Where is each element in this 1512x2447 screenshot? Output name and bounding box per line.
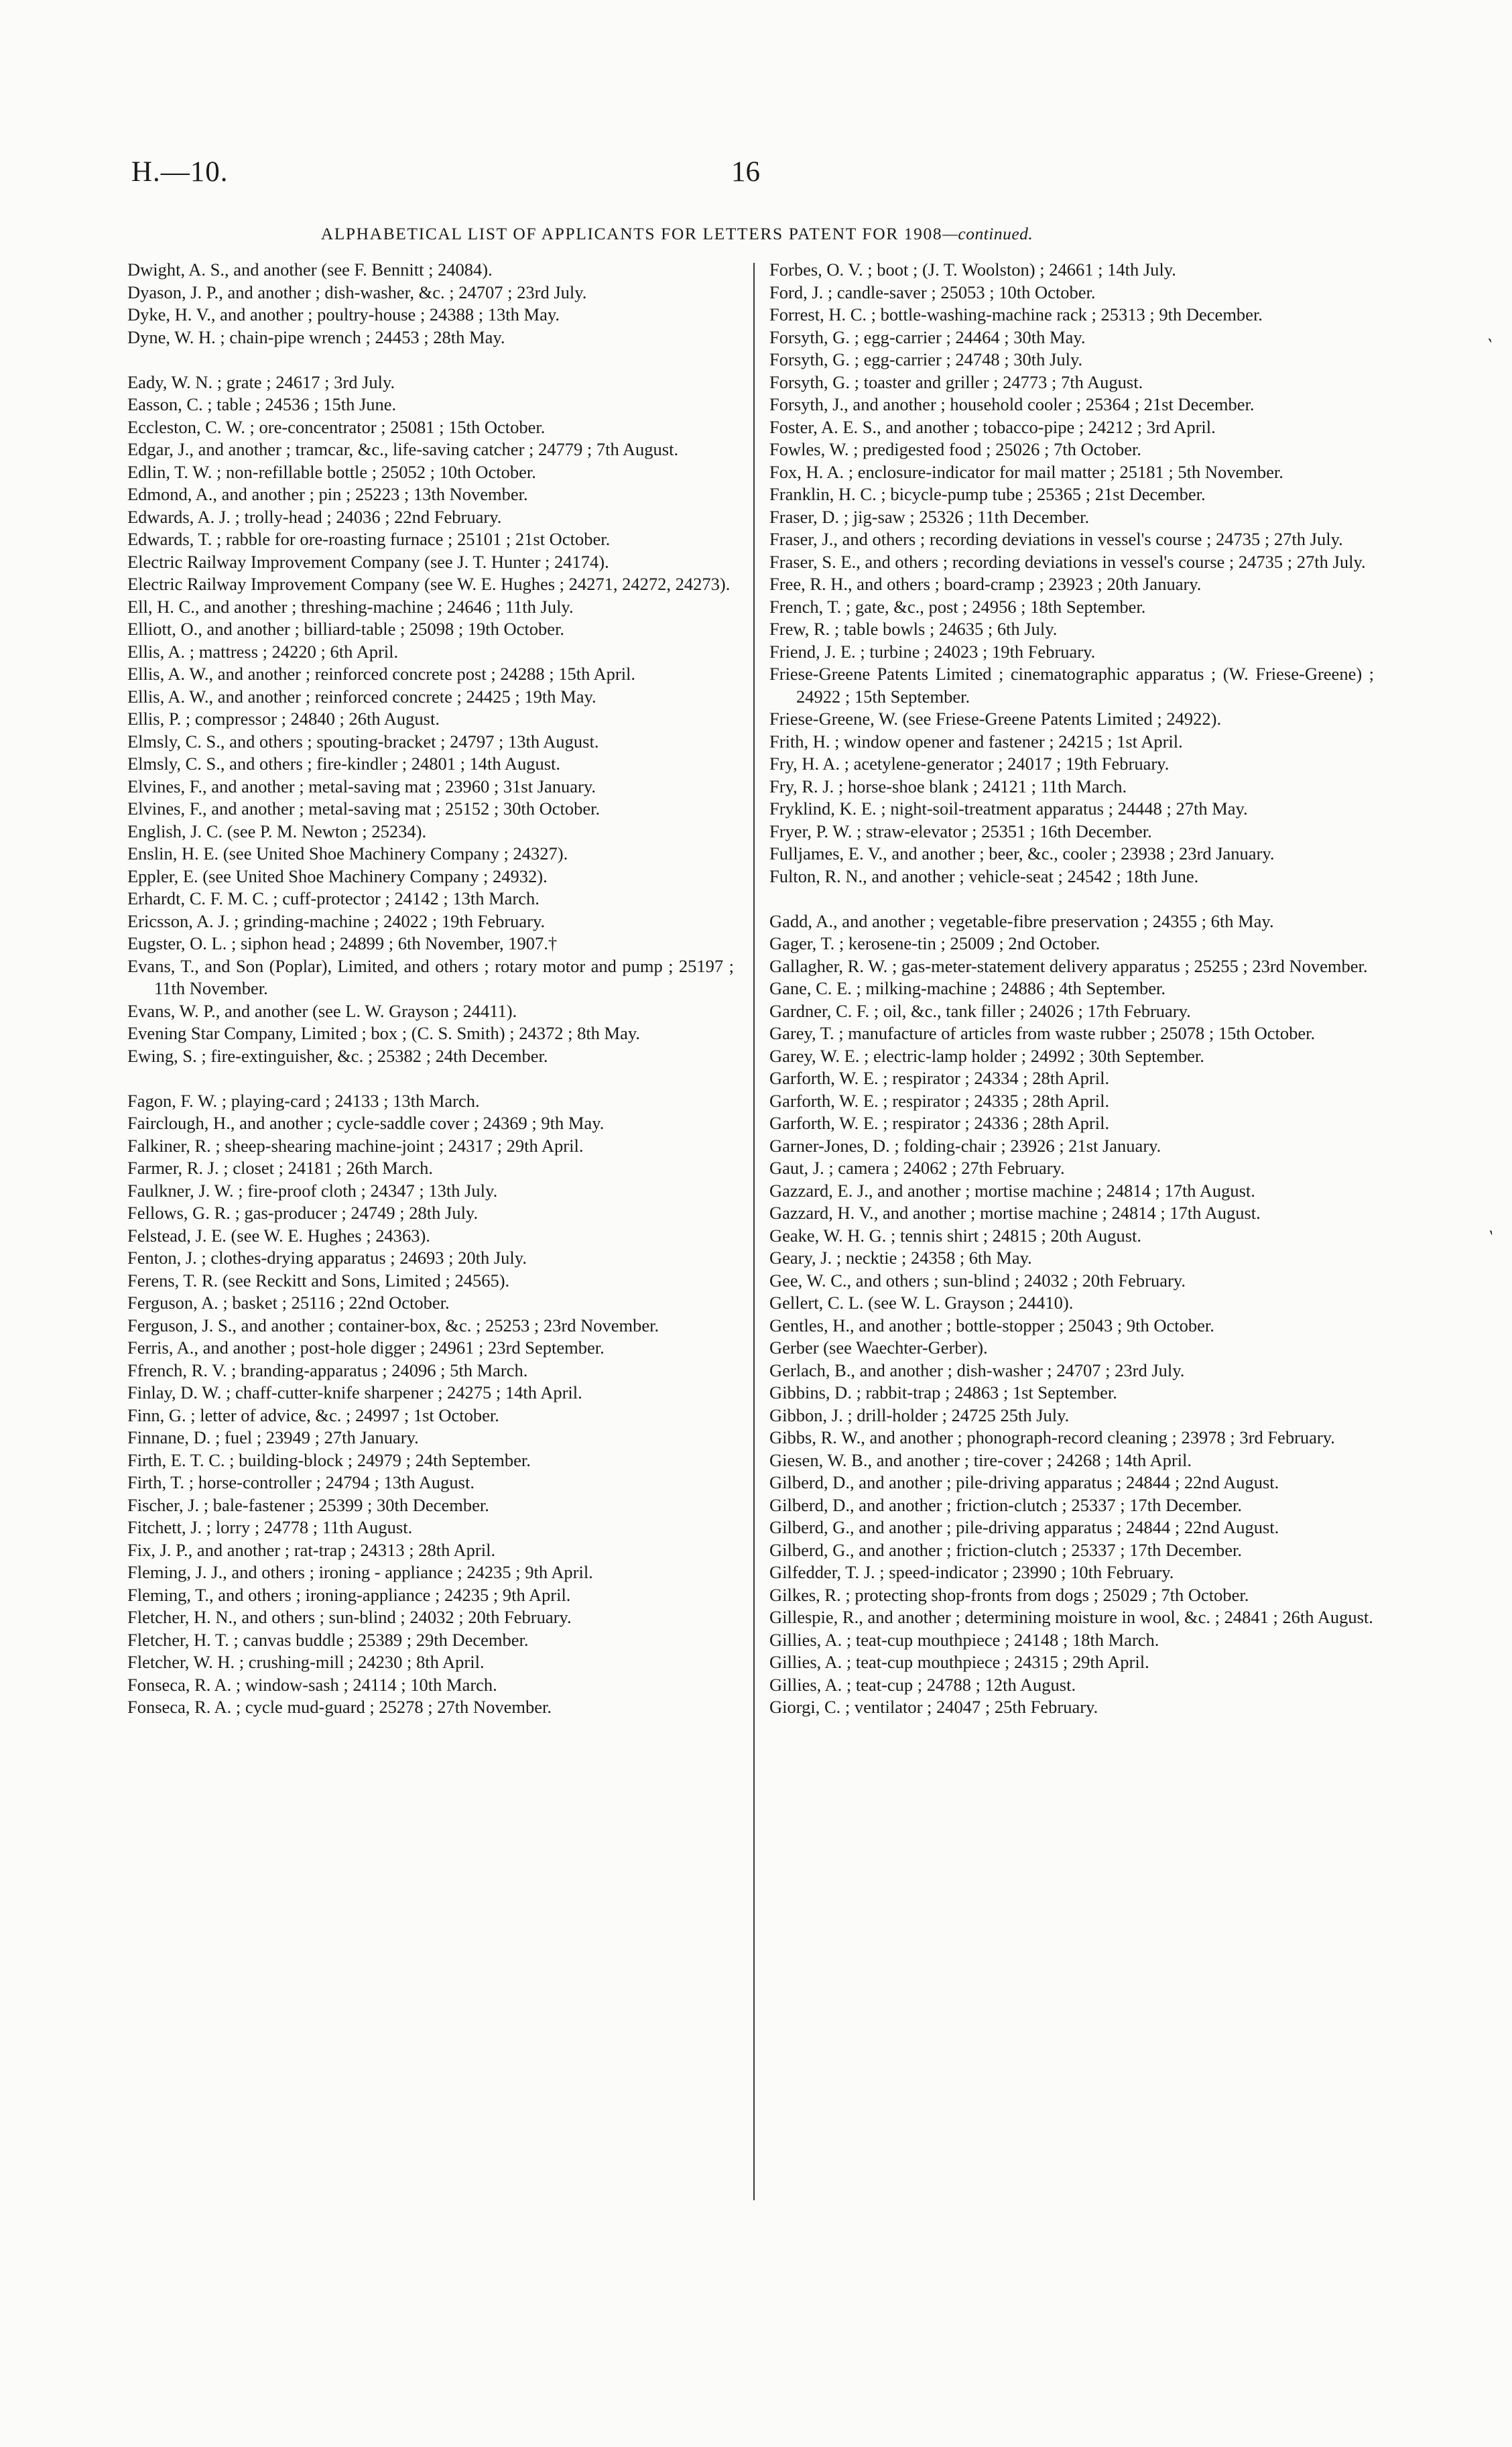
applicant-entry: Ferris, A., and another ; post-hole digger ; 24961 ; 23rd September. [127,1337,605,1358]
left-column [127,259,734,1719]
applicant-entry: Gillies, A. ; teat-cup ; 24788 ; 12th August. [769,1674,1076,1695]
margin-mark: ˋ [1479,1226,1497,1250]
applicant-entry: Forsyth, J., and another ; household cooler ; 25364 ; 21st December. [769,394,1255,414]
applicant-entry: Evans, W. P., and another (see L. W. Grayson ; 24411). [127,1000,517,1021]
applicant-entry: Free, R. H., and others ; board-cramp ; 23923 ; 20th January. [769,574,1202,594]
applicant-entry: Fraser, J., and others ; recording deviations in vessel's course ; 24735 ; 27th July. [769,529,1343,549]
applicant-entry: Gibbins, D. ; rabbit-trap ; 24863 ; 1st September. [769,1382,1117,1402]
page-number: 16 [731,156,760,188]
applicant-entry: Fowles, W. ; predigested food ; 25026 ; 7th October. [769,439,1141,459]
applicant-entry: Garner-Jones, D. ; folding-chair ; 23926 ; 21st January. [769,1135,1161,1156]
applicant-entry: Fulljames, E. V., and another ; beer, &c., cooler ; 23938 ; 23rd January. [769,843,1275,863]
applicant-entry: Garey, W. E. ; electric-lamp holder ; 24992 ; 30th September. [769,1045,1204,1066]
applicant-entry: Falkiner, R. ; sheep-shearing machine-joint ; 24317 ; 29th April. [127,1135,584,1156]
applicant-entry: Felstead, J. E. (see W. E. Hughes ; 24363). [127,1225,430,1246]
applicant-entry: Fryer, P. W. ; straw-elevator ; 25351 ; 16th December. [769,821,1152,841]
applicant-entry: Erhardt, C. F. M. C. ; cuff-protector ; 24142 ; 13th March. [127,888,540,908]
title-text: ALPHABETICAL LIST OF APPLICANTS FOR LETTERS PATENT FOR 1908 [320,224,943,243]
applicant-entry: Gerber (see Waechter-Gerber). [769,1337,988,1358]
applicant-entry: Garforth, W. E. ; respirator ; 24334 ; 28th April. [769,1068,1110,1088]
applicant-entry: Gibbs, R. W., and another ; phonograph-record cleaning ; 23978 ; 3rd February. [769,1427,1335,1447]
applicant-entry: Gillespie, R., and another ; determining moisture in wool, &c. ; 24841 ; 26th August. [769,1607,1373,1627]
applicant-entry: Gilberd, G., and another ; pile-driving apparatus ; 24844 ; 22nd August. [769,1517,1279,1537]
applicant-entry: Electric Railway Improvement Company (see W. E. Hughes ; 24271, 24272, 24273). [127,574,731,594]
applicant-entry: Gane, C. E. ; milking-machine ; 24886 ; 4th September. [769,978,1166,998]
applicant-entry: Franklin, H. C. ; bicycle-pump tube ; 25365 ; 21st December. [769,484,1206,504]
applicant-entry: Enslin, H. E. (see United Shoe Machinery Company ; 24327). [127,843,568,863]
applicant-entry: Fry, R. J. ; horse-shoe blank ; 24121 ; 11th March. [769,776,1127,796]
applicant-entry: Ford, J. ; candle-saver ; 25053 ; 10th October. [769,282,1096,302]
applicant-entry: Gillies, A. ; teat-cup mouthpiece ; 24315 ; 29th April. [769,1652,1149,1672]
applicant-entry: Gazzard, H. V., and another ; mortise machine ; 24814 ; 17th August. [769,1203,1261,1223]
right-column [769,259,1374,1719]
page-title [127,224,1226,244]
applicant-entry: Evening Star Company, Limited ; box ; (C. S. Smith) ; 24372 ; 8th May. [127,1023,641,1043]
applicant-entry: Edwards, A. J. ; trolly-head ; 24036 ; 22nd February. [127,506,502,527]
applicant-entry: Edmond, A., and another ; pin ; 25223 ; 13th November. [127,484,528,504]
applicant-entry: Gallagher, R. W. ; gas-meter-statement delivery apparatus ; 25255 ; 23rd November. [769,955,1368,976]
applicant-entry: Gilberd, G., and another ; friction-clutch ; 25337 ; 17th December. [769,1539,1242,1560]
applicant-entry: Elvines, F., and another ; metal-saving mat ; 25152 ; 30th October. [127,798,601,819]
applicant-entry: Garforth, W. E. ; respirator ; 24335 ; 28th April. [769,1090,1110,1111]
applicant-entry: Edlin, T. W. ; non-refillable bottle ; 25052 ; 10th October. [127,461,536,482]
applicant-entry: Edwards, T. ; rabble for ore-roasting furnace ; 25101 ; 21st October. [127,529,611,549]
applicant-entry: Eady, W. N. ; grate ; 24617 ; 3rd July. [127,371,395,392]
applicant-entry: Foster, A. E. S., and another ; tobacco-pipe ; 24212 ; 3rd April. [769,416,1216,437]
applicant-entry: Frew, R. ; table bowls ; 24635 ; 6th July. [769,619,1058,639]
applicant-entry: Fraser, S. E., and others ; recording deviations in vessel's course ; 24735 ; 27th July. [769,551,1366,572]
applicant-entry: Ferguson, A. ; basket ; 25116 ; 22nd October. [127,1293,450,1313]
applicant-entry: English, J. C. (see P. M. Newton ; 25234). [127,821,427,841]
applicant-entry: Eugster, O. L. ; siphon head ; 24899 ; 6th November, 1907.† [127,933,558,953]
applicant-entry: Fry, H. A. ; acetylene-generator ; 24017 ; 19th February. [769,754,1170,774]
applicant-entry: Finn, G. ; letter of advice, &c. ; 24997 ; 1st October. [127,1405,499,1425]
applicant-entry: Ellis, A. ; mattress ; 24220 ; 6th April. [127,641,399,662]
applicant-entry: Gazzard, E. J., and another ; mortise machine ; 24814 ; 17th August. [769,1180,1255,1201]
applicant-entry: Farmer, R. J. ; closet ; 24181 ; 26th March. [127,1158,433,1178]
applicant-entry: Gentles, H., and another ; bottle-stopper ; 25043 ; 9th October. [769,1315,1214,1335]
applicant-entry: Friend, J. E. ; turbine ; 24023 ; 19th February. [769,641,1096,662]
applicant-entry: Ffrench, R. V. ; branding-apparatus ; 24096 ; 5th March. [127,1360,528,1380]
applicant-entry: Fletcher, W. H. ; crushing-mill ; 24230 ; 8th April. [127,1652,485,1672]
applicant-entry: Forbes, O. V. ; boot ; (J. T. Woolston) ; 24661 ; 14th July. [769,259,1176,280]
applicant-entry: Gilkes, R. ; protecting shop-fronts from dogs ; 25029 ; 7th October. [769,1584,1249,1605]
applicant-entry: Fleming, T., and others ; ironing-appliance ; 24235 ; 9th April. [127,1584,571,1605]
margin-mark: ˋ [1480,335,1495,358]
applicant-entry: Dwight, A. S., and another (see F. Bennitt ; 24084). [127,259,493,280]
applicant-entry: Forsyth, G. ; toaster and griller ; 24773 ; 7th August. [769,371,1143,392]
title-continued: —continued. [942,224,1033,243]
applicant-entry: Fulton, R. N., and another ; vehicle-seat ; 24542 ; 18th June. [769,866,1199,886]
applicant-entry: Dyason, J. P., and another ; dish-washer, &c. ; 24707 ; 23rd July. [127,282,587,302]
column-divider [753,263,755,2200]
applicant-entry: Fagon, F. W. ; playing-card ; 24133 ; 13th March. [127,1090,480,1111]
applicant-entry: Fenton, J. ; clothes-drying apparatus ; 24693 ; 20th July. [127,1248,527,1268]
applicant-entry: Firth, T. ; horse-controller ; 24794 ; 13th August. [127,1472,475,1492]
applicant-entry: Garey, T. ; manufacture of articles from waste rubber ; 25078 ; 15th October. [769,1023,1316,1043]
applicant-entry: Frith, H. ; window opener and fastener ; 24215 ; 1st April. [769,731,1183,752]
applicant-entry: Electric Railway Improvement Company (see J. T. Hunter ; 24174). [127,551,609,572]
applicant-entry: Finlay, D. W. ; chaff-cutter-knife sharpener ; 24275 ; 14th April. [127,1382,582,1402]
applicant-entry: Gibbon, J. ; drill-holder ; 24725 25th July. [769,1405,1070,1425]
applicant-entry: Gee, W. C., and others ; sun-blind ; 24032 ; 20th February. [769,1270,1186,1291]
applicant-entry: Giesen, W. B., and another ; tire-cover ; 24268 ; 14th April. [769,1449,1192,1470]
applicant-entry: Firth, E. T. C. ; building-block ; 24979 ; 24th September. [127,1449,531,1470]
applicant-entry: Ellis, A. W., and another ; reinforced concrete post ; 24288 ; 15th April. [127,664,636,684]
applicant-entry: Ellis, A. W., and another ; reinforced concrete ; 24425 ; 19th May. [127,686,596,707]
applicant-entry: Fonseca, R. A. ; window-sash ; 24114 ; 10th March. [127,1674,497,1695]
applicant-entry: Edgar, J., and another ; tramcar, &c., life-saving catcher ; 24779 ; 7th August. [127,439,679,459]
applicant-entry: Eppler, E. (see United Shoe Machinery Company ; 24932). [127,866,548,886]
applicant-entry: Friese-Greene, W. (see Friese-Greene Patents Limited ; 24922). [769,709,1222,729]
applicant-entry: Fairclough, H., and another ; cycle-saddle cover ; 24369 ; 9th May. [127,1113,605,1133]
applicant-entry: Elmsly, C. S., and others ; spouting-bracket ; 24797 ; 13th August. [127,731,599,752]
applicant-entry: Gilberd, D., and another ; friction-clutch ; 25337 ; 17th December. [769,1494,1242,1515]
applicant-entry: Ferguson, J. S., and another ; container-box, &c. ; 25253 ; 23rd November. [127,1315,659,1335]
applicant-entry: Fraser, D. ; jig-saw ; 25326 ; 11th December. [769,506,1090,527]
applicant-entry: Geary, J. ; necktie ; 24358 ; 6th May. [769,1248,1032,1268]
applicant-entry: Fix, J. P., and another ; rat-trap ; 24313 ; 28th April. [127,1539,496,1560]
applicant-entry: Ellis, P. ; compressor ; 24840 ; 26th August. [127,709,440,729]
applicant-entry: Forsyth, G. ; egg-carrier ; 24464 ; 30th May. [769,326,1086,347]
applicant-entry: Elvines, F., and another ; metal-saving mat ; 23960 ; 31st January. [127,776,596,796]
applicant-entry: Fleming, J. J., and others ; ironing - appliance ; 24235 ; 9th April. [127,1562,593,1582]
applicant-entry: Forsyth, G. ; egg-carrier ; 24748 ; 30th July. [769,349,1083,369]
applicant-entry: Gadd, A., and another ; vegetable-fibre preservation ; 24355 ; 6th May. [769,910,1274,931]
applicant-entry: Fryklind, K. E. ; night-soil-treatment apparatus ; 24448 ; 27th May. [769,798,1248,819]
applicant-entry: Gellert, C. L. (see W. L. Grayson ; 24410). [769,1293,1074,1313]
applicant-entry: Gilberd, D., and another ; pile-driving apparatus ; 24844 ; 22nd August. [769,1472,1279,1492]
applicant-entry: Evans, T., and Son (Poplar), Limited, and others ; rotary motor and pump ; 25197 ; 11th November. [127,955,734,998]
applicant-entry: Garforth, W. E. ; respirator ; 24336 ; 28th April. [769,1113,1110,1133]
section-gap [127,1067,734,1090]
applicant-entry: Giorgi, C. ; ventilator ; 24047 ; 25th February. [769,1697,1098,1717]
applicant-entry: Fellows, G. R. ; gas-producer ; 24749 ; 28th July. [127,1203,479,1223]
applicant-entry: Faulkner, J. W. ; fire-proof cloth ; 24347 ; 13th July. [127,1180,498,1201]
applicant-entry: French, T. ; gate, &c., post ; 24956 ; 18th September. [769,596,1146,617]
applicant-entry: Eccleston, C. W. ; ore-concentrator ; 25081 ; 15th October. [127,416,546,437]
applicant-entry: Ewing, S. ; fire-extinguisher, &c. ; 25382 ; 24th December. [127,1045,548,1066]
section-gap [127,349,734,371]
applicant-entry: Fonseca, R. A. ; cycle mud-guard ; 25278 ; 27th November. [127,1697,552,1717]
applicant-entry: Elmsly, C. S., and others ; fire-kindler ; 24801 ; 14th August. [127,754,561,774]
applicant-entry: Dyne, W. H. ; chain-pipe wrench ; 24453 ; 28th May. [127,326,505,347]
applicant-entry: Fischer, J. ; bale-fastener ; 25399 ; 30th December. [127,1494,489,1515]
applicant-entry: Gager, T. ; kerosene-tin ; 25009 ; 2nd October. [769,933,1100,953]
applicant-entry: Ferens, T. R. (see Reckitt and Sons, Limited ; 24565). [127,1270,510,1291]
applicant-entry: Fletcher, H. T. ; canvas buddle ; 25389 ; 29th December. [127,1629,529,1650]
applicant-entry: Elliott, O., and another ; billiard-table ; 25098 ; 19th October. [127,619,565,639]
applicant-entry: Fitchett, J. ; lorry ; 24778 ; 11th August. [127,1517,413,1537]
applicant-entry: Gardner, C. F. ; oil, &c., tank filler ; 24026 ; 17th February. [769,1000,1191,1021]
applicant-entry: Gerlach, B., and another ; dish-washer ; 24707 ; 23rd July. [769,1360,1185,1380]
applicant-entry: Forrest, H. C. ; bottle-washing-machine rack ; 25313 ; 9th December. [769,304,1263,324]
applicant-entry: Gilfedder, T. J. ; speed-indicator ; 23990 ; 10th February. [769,1562,1174,1582]
applicant-entry: Finnane, D. ; fuel ; 23949 ; 27th January. [127,1427,419,1447]
applicant-entry: Geake, W. H. G. ; tennis shirt ; 24815 ; 20th August. [769,1225,1142,1246]
applicant-entry: Easson, C. ; table ; 24536 ; 15th June. [127,394,397,414]
section-gap [769,888,1374,910]
applicant-entry: Fletcher, H. N., and others ; sun-blind ; 24032 ; 20th February. [127,1607,572,1627]
applicant-entry: Dyke, H. V., and another ; poultry-house ; 24388 ; 13th May. [127,304,560,324]
applicant-entry: Gillies, A. ; teat-cup mouthpiece ; 24148 ; 18th March. [769,1629,1159,1650]
document-reference: H.—10. [131,156,229,188]
applicant-entry: Fox, H. A. ; enclosure-indicator for mail matter ; 25181 ; 5th November. [769,461,1283,482]
applicant-entry: Ell, H. C., and another ; threshing-machine ; 24646 ; 11th July. [127,596,574,617]
applicant-entry: Friese-Greene Patents Limited ; cinematographic apparatus ; (W. Friese-Greene) ; 24922 ; 15th September. [769,664,1374,707]
applicant-entry: Ericsson, A. J. ; grinding-machine ; 24022 ; 19th February. [127,910,546,931]
applicant-entry: Gaut, J. ; camera ; 24062 ; 27th February. [769,1158,1065,1178]
